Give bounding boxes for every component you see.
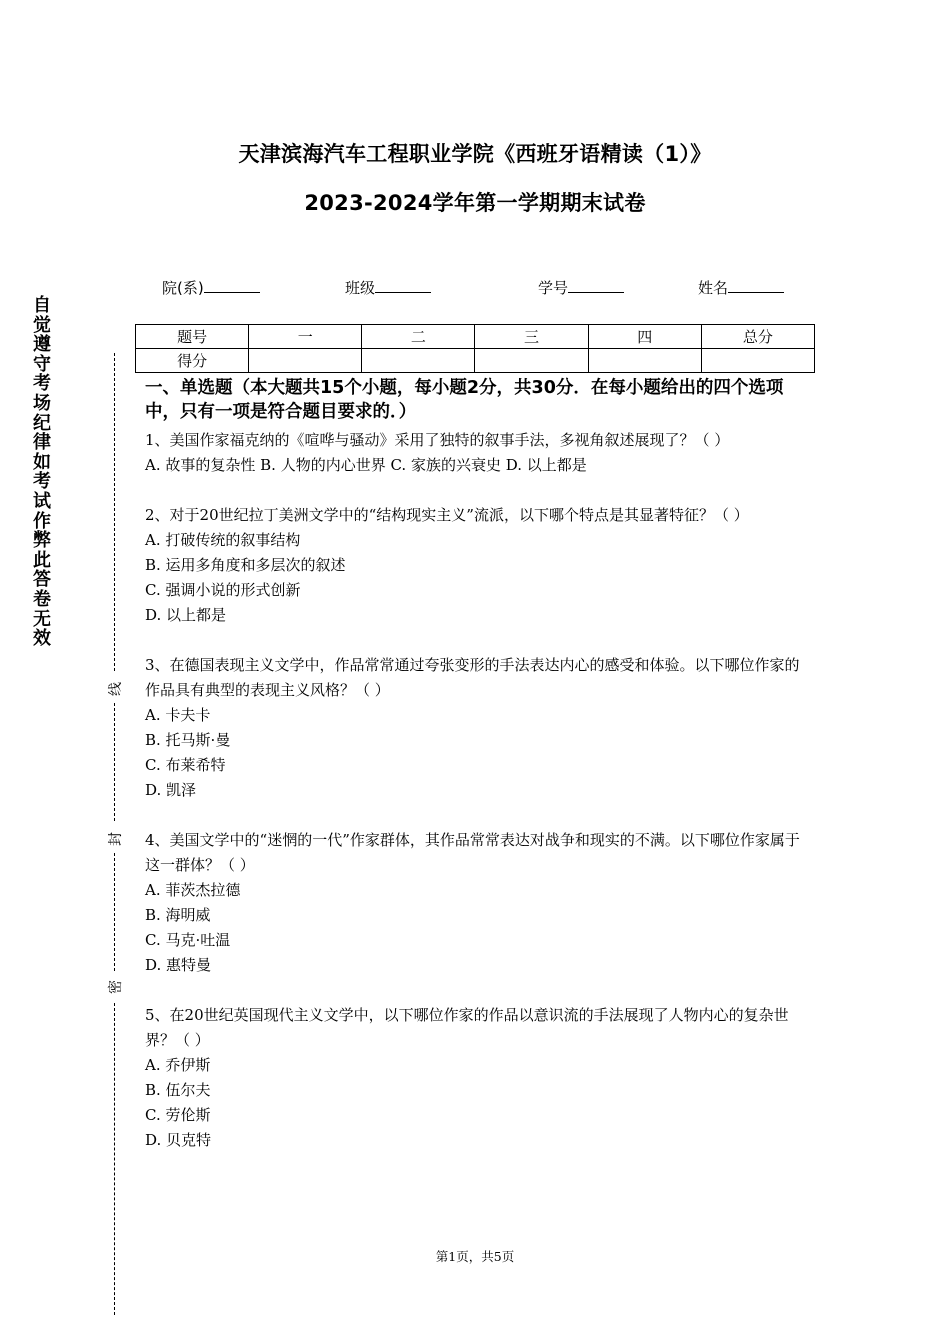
score-cell <box>362 349 475 373</box>
question-stem: 4、美国文学中的“迷惘的一代”作家群体，其作品常常表达对战争和现实的不满。以下哪位作家属于这一群体？（ ） <box>145 831 800 874</box>
score-cell <box>475 349 588 373</box>
option-c: C. 强调小说的形式创新 <box>145 581 301 599</box>
sidebar-char: 卷 <box>33 588 51 610</box>
option-b: B. 运用多角度和多层次的叙述 <box>145 556 346 574</box>
sidebar-char: 答 <box>33 569 51 591</box>
seal-char-secret: 密 <box>105 978 125 996</box>
question-stem: 1、美国作家福克纳的《喧哗与骚动》采用了独特的叙事手法，多视角叙述展现了？（ ） <box>145 431 730 449</box>
sidebar-char: 场 <box>33 392 51 414</box>
question-2 <box>145 503 809 628</box>
score-table-cell: 一 <box>249 325 362 349</box>
score-table-cell: 题号 <box>136 325 249 349</box>
score-table-cell: 总分 <box>701 325 814 349</box>
option-c: C. 劳伦斯 <box>145 1106 211 1124</box>
question-4 <box>145 828 809 978</box>
question-stem: 3、在德国表现主义文学中，作品常常通过夸张变形的手法表达内心的感受和体验。以下哪位作家的作品具有典型的表现主义风格？（ ） <box>145 656 800 699</box>
exam-rules-sidebar <box>30 296 54 649</box>
exam-title-line1: 天津滨海汽车工程职业学院《西班牙语精读（1）》 <box>238 142 712 166</box>
score-table-cell: 四 <box>588 325 701 349</box>
question-content <box>145 376 809 1153</box>
seal-line-segment <box>114 1003 115 1315</box>
page-number: 第1页，共5页 <box>435 1249 515 1264</box>
seal-line-segment <box>114 703 115 821</box>
option-a: A. 乔伊斯 <box>145 1056 211 1074</box>
score-cell <box>249 349 362 373</box>
sidebar-char: 试 <box>33 490 51 512</box>
sidebar-char: 律 <box>33 432 51 454</box>
sidebar-char: 遵 <box>33 334 51 356</box>
info-field-name: 姓名 <box>698 277 784 298</box>
option-d: D. 凯泽 <box>145 781 197 799</box>
sidebar-char: 守 <box>33 353 51 375</box>
option-a: A. 卡夫卡 <box>145 706 211 724</box>
sidebar-char: 弊 <box>33 530 51 552</box>
sidebar-char: 无 <box>33 608 51 630</box>
seal-char-seal: 封 <box>105 830 125 848</box>
score-table-cell: 三 <box>475 325 588 349</box>
option-c: C. 马克·吐温 <box>145 931 231 949</box>
section-heading: 一、单选题（本大题共15个小题，每小题2分，共30分．在每小题给出的四个选项中，只有一项是符合题目要求的．） <box>145 378 784 422</box>
question-stem: 5、在20世纪英国现代主义文学中，以下哪位作家的作品以意识流的手法展现了人物内心的复杂世界？（ ） <box>145 1006 789 1049</box>
option-a: A. 菲茨杰拉德 <box>145 881 241 899</box>
exam-title-line2: 2023-2024学年第一学期期末试卷 <box>304 191 646 215</box>
score-table-score-row <box>136 349 815 373</box>
option-b: B. 伍尔夫 <box>145 1081 211 1099</box>
option-b: B. 托马斯·曼 <box>145 731 231 749</box>
seal-line-segment <box>114 353 115 671</box>
option-a: A. 打破传统的叙事结构 <box>145 531 301 549</box>
sidebar-char: 自 <box>33 295 51 316</box>
option-b: B. 海明威 <box>145 906 211 924</box>
question-options: A. 故事的复杂性 B. 人物的内心世界 C. 家族的兴衰史 D. 以上都是 <box>145 456 587 474</box>
sidebar-char: 如 <box>33 451 51 473</box>
info-field-student-id: 学号 <box>538 277 624 298</box>
option-d: D. 以上都是 <box>145 606 227 624</box>
question-1 <box>145 428 809 478</box>
seal-char-line: 线 <box>105 680 125 698</box>
question-3 <box>145 653 809 803</box>
option-c: C. 布莱希特 <box>145 756 226 774</box>
question-stem: 2、对于20世纪拉丁美洲文学中的“结构现实主义”流派，以下哪个特点是其显著特征？（ ） <box>145 506 749 524</box>
sidebar-char: 纪 <box>33 412 51 434</box>
question-5 <box>145 1003 809 1153</box>
sidebar-char: 作 <box>33 510 51 532</box>
score-cell <box>701 349 814 373</box>
score-row-label: 得分 <box>136 349 249 373</box>
score-table <box>135 324 815 373</box>
info-field-class: 班级 <box>345 277 431 298</box>
sidebar-char: 效 <box>33 628 51 650</box>
seal-line-segment <box>114 853 115 971</box>
sidebar-char: 考 <box>33 471 51 493</box>
score-table-cell: 二 <box>362 325 475 349</box>
option-d: D. 贝克特 <box>145 1131 212 1149</box>
sidebar-char: 觉 <box>33 314 51 336</box>
score-cell <box>588 349 701 373</box>
option-d: D. 惠特曼 <box>145 956 212 974</box>
sidebar-char: 此 <box>33 549 51 571</box>
info-field-department: 院(系) <box>162 277 260 298</box>
score-table-header-row <box>136 325 815 349</box>
sidebar-char: 考 <box>33 373 51 395</box>
